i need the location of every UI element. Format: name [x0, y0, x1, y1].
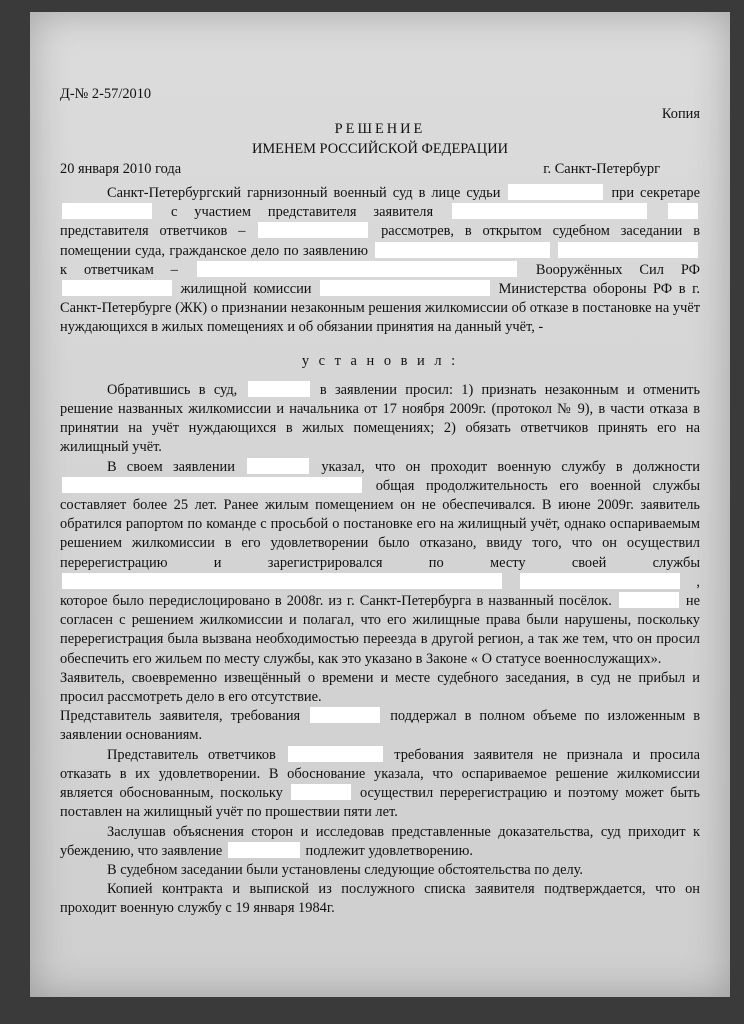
text-span: представителя ответчиков –	[60, 223, 246, 240]
paragraph-conclusion	[60, 823, 700, 861]
text-span: Вооружённых Сил РФ	[535, 261, 700, 278]
document-subtitle: ИМЕНЕМ РОССИЙСКОЙ ФЕДЕРАЦИИ	[251, 141, 508, 157]
redaction-box	[291, 784, 351, 800]
redaction-box	[520, 573, 680, 589]
case-number: Д-№ 2-57/2010	[60, 86, 152, 102]
paragraph-representative	[60, 707, 700, 745]
text-span: подлежит удовлетворению.	[305, 842, 473, 859]
text-span: при секретаре	[611, 185, 701, 201]
text-span: в заявлении просил: 1) признать незаконным и отменить решение названных жилкомиссии и начальника от 17 ноября 2009г. (протокол № 9), в части отказа в принятии на учёт нуждающихся в жилых помещениях; 2) обязать ответчиков принять его на жилищный учёт.	[60, 381, 701, 456]
text-span: Представитель заявителя, требования	[60, 708, 301, 725]
redaction-box	[62, 573, 502, 589]
text-span: с участием представителя заявителя	[170, 204, 434, 221]
redaction-box	[668, 203, 698, 219]
text-span: к ответчикам –	[60, 261, 178, 278]
copy-mark: Копия	[661, 106, 700, 122]
paragraph-request	[60, 381, 700, 458]
text-span: жилищной комиссии	[180, 281, 312, 298]
decision-body	[60, 184, 700, 919]
text-span: Представитель ответчиков	[107, 746, 276, 763]
text-span: не согласен с решением жилкомиссии и полагал, что его жилищные права были нарушены, поскольку перерегистрация была вызвана необходимостью переезда в другой регион, а так же тем, что он просил обеспечить его жильем по месту службы, как это указано в Законе « О статусе военнослужащих».	[60, 593, 700, 667]
text-span: Санкт-Петербургский гарнизонный военный суд в лице судьи	[107, 185, 501, 201]
redaction-box	[62, 203, 152, 219]
text-span: рассмотрев, в открытом судебном заседании в помещении суда, гражданское дело по заявлению	[60, 223, 701, 259]
text-span: Министерства обороны РФ в г. Санкт-Петербурге (ЖК) о признании незаконным решения жилкомиссии об отказе в постановке на учёт нуждающихся в жилых помещениях и об обязании принятия на данный учёт, -	[60, 281, 700, 336]
redaction-box	[619, 592, 679, 608]
text-span: общая продолжительность его военной службы составляет более 25 лет. Ранее жилым помещением он не обеспечивался. В июне 2009г. заявитель обратился рапортом по команде с просьбой о постановке его на жилищный учёт, однако оспариваемым решением жилкомиссии в его удовлетворении было отказано, ввиду того, что он осуществил перерегистрацию и зарегистрировался по месту своей службы	[60, 477, 701, 571]
decision-city: г. Санкт-Петербург	[543, 161, 660, 177]
redaction-box	[320, 280, 490, 296]
redaction-box	[452, 203, 647, 219]
document-title: РЕШЕНИЕ	[334, 121, 426, 137]
text-span: поддержал в полном объеме по изложенным в заявлении основаниям.	[60, 708, 700, 744]
paragraph-circumstances: В судебном заседании были установлены следующие обстоятельства по делу.	[107, 861, 583, 878]
redaction-box	[248, 381, 310, 397]
text-span: Обратившись в суд,	[107, 381, 238, 398]
text-span: Заслушав объяснения сторон и исследовав представленные доказательства, суд приходит к убеждению, что заявление	[60, 823, 700, 859]
text-span: , которое было передислоцировано в 2008г. из г. Санкт-Петербурга в названный посёлок.	[60, 573, 700, 610]
redaction-box	[558, 242, 698, 258]
text-span: требования заявителя не признала и просила отказать в их удовлетворении. В обоснование указала, что оспариваемое решение жилкомиссии является обоснованным, поскольку	[60, 746, 700, 802]
redaction-box	[247, 458, 309, 474]
redaction-box	[310, 707, 380, 723]
text-span: В своем заявлении	[107, 458, 235, 475]
section-heading-established: у с т а н о в и л :	[301, 352, 459, 369]
paragraph-contract: Копией контракта и выпиской из послужного списка заявителя подтверждается, что он проходит военную службу с 19 января 1984г.	[60, 881, 700, 917]
paragraph-claim	[60, 458, 700, 669]
redaction-box	[62, 477, 362, 493]
paragraph-defendant	[60, 746, 700, 823]
redaction-box	[508, 184, 603, 200]
redaction-box	[197, 261, 517, 277]
redaction-box	[258, 222, 368, 238]
decision-date: 20 января 2010 года	[60, 161, 182, 177]
redaction-box	[288, 746, 383, 762]
redaction-box	[228, 842, 300, 858]
text-span: осуществил перерегистрацию и поэтому может быть поставлен на жилищный учёт по прошествии пяти лет.	[60, 785, 700, 821]
text-span: указал, что он проходит военную службу в должности	[321, 458, 700, 475]
redaction-box	[375, 242, 550, 258]
paragraph-absence: Заявитель, своевременно извещённый о времени и месте судебного заседания, в суд не прибыл и просил рассмотреть дело в его отсутствие.	[60, 669, 700, 706]
document-page	[30, 12, 730, 997]
paragraph-intro	[60, 184, 700, 338]
redaction-box	[62, 280, 172, 296]
